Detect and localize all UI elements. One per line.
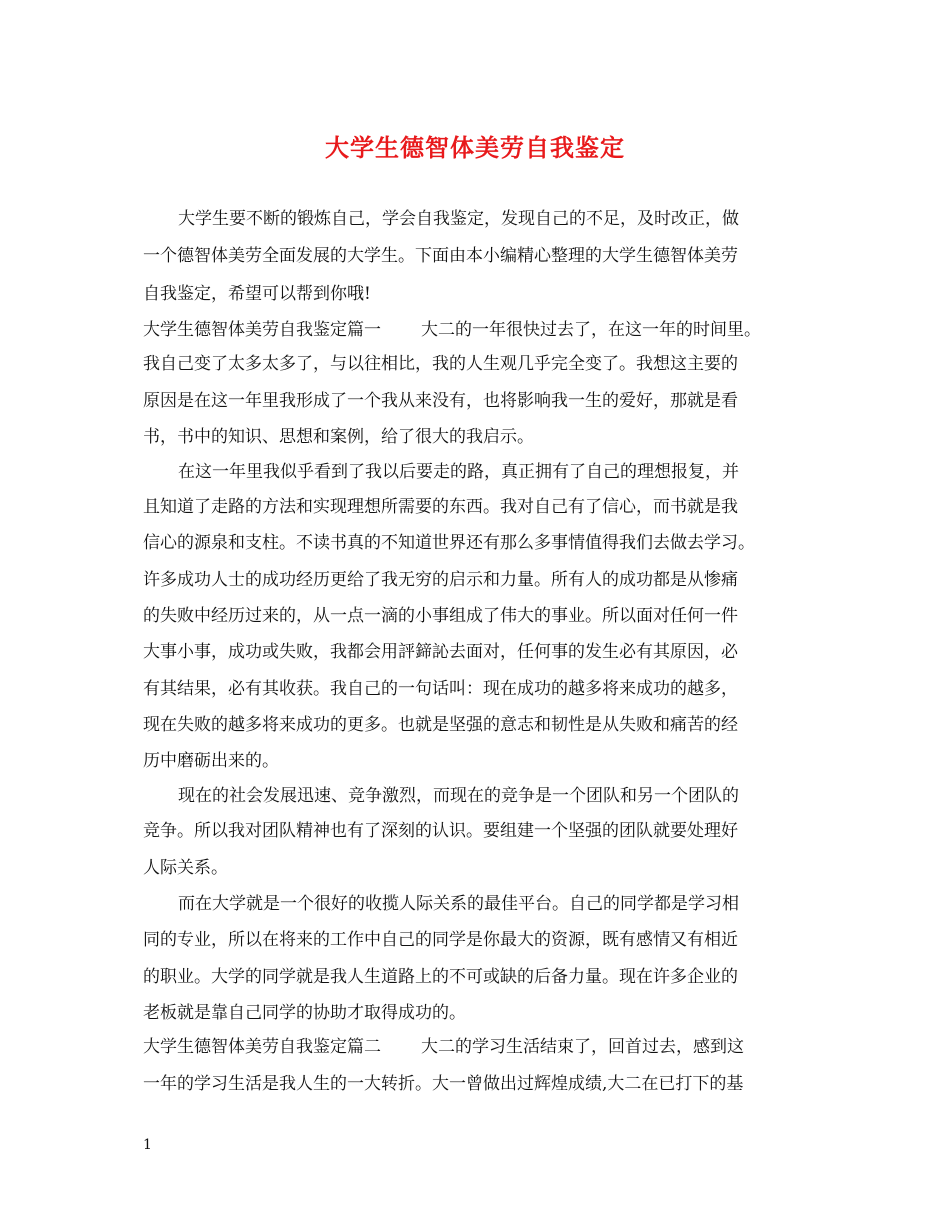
paragraph-text: 大二的学习生活结束了，回首过去，感到这: [421, 1037, 744, 1057]
paragraph-text: 大二的一年很快过去了，在这一年的时间里。: [421, 320, 761, 340]
paragraph-line: 而在大学就是一个很好的收揽人际关系的最佳平台。自己的同学都是学习相: [178, 894, 739, 914]
page-number: 1: [143, 1137, 152, 1153]
paragraph-line: 自我鉴定，希望可以帮到你哦!: [143, 284, 371, 304]
paragraph-line: 现在失败的越多将来成功的更多。也就是坚强的意志和韧性是从失败和痛苦的经: [143, 715, 738, 735]
paragraph-line: 许多成功人士的成功经历更给了我无穷的启示和力量。所有人的成功都是从惨痛: [143, 570, 738, 590]
paragraph-line: 在这一年里我似乎看到了我以后要走的路，真正拥有了自己的理想报复，并: [178, 462, 739, 482]
paragraph-line: 一年的学习生活是我人生的一大转折。大一曾做出过辉煌成绩,大二在已打下的基: [143, 1074, 744, 1094]
paragraph-line: 的职业。大学的同学就是我人生道路上的不可或缺的后备力量。现在许多企业的: [143, 967, 738, 987]
paragraph-line: 历中磨砺出来的。: [143, 751, 279, 771]
paragraph-line: 大事小事，成功或失败，我都会用評鍗訫去面对，任何事的发生必有其原因，必: [143, 642, 738, 662]
section-heading: 大学生德智体美劳自我鉴定篇二: [143, 1037, 381, 1057]
paragraph-line: 同的专业，所以在将来的工作中自己的同学是你最大的资源，既有感情又有相近: [143, 930, 738, 950]
paragraph-line: 原因是在这一年里我形成了一个我从来没有，也将影响我一生的爱好，那就是看: [143, 391, 738, 411]
section-heading-line: [143, 1035, 823, 1059]
paragraph-line: 老板就是靠自己同学的协助才取得成功的。: [143, 1003, 466, 1023]
paragraph-line: 我自己变了太多太多了，与以往相比，我的人生观几乎完全变了。我想这主要的: [143, 354, 738, 374]
paragraph-line: 大学生要不断的锻炼自己，学会自我鉴定，发现自己的不足，及时改正，做: [178, 209, 739, 229]
paragraph-line: 人际关系。: [143, 858, 228, 878]
paragraph-line: 书，书中的知识、思想和案例，给了很大的我启示。: [143, 427, 534, 447]
paragraph-line: 的失败中经历过来的，从一点一滴的小事组成了伟大的事业。所以面对任何一件: [143, 606, 738, 626]
paragraph-line: 一个德智体美劳全面发展的大学生。下面由本小编精心整理的大学生德智体美劳: [143, 246, 738, 266]
paragraph-line: 现在的社会发展迅速、竞争激烈，而现在的竞争是一个团队和另一个团队的: [178, 786, 739, 806]
paragraph-line: 有其结果，必有其收获。我自己的一句话叫：现在成功的越多将来成功的越多，: [143, 679, 738, 699]
section-heading-line: [143, 318, 823, 342]
paragraph-line: 信心的源泉和支柱。不读书真的不知道世界还有那么多事情值得我们去做去学习。: [143, 533, 755, 553]
document-title: 大学生德智体美劳自我鉴定: [325, 133, 625, 162]
section-heading: 大学生德智体美劳自我鉴定篇一: [143, 320, 381, 340]
paragraph-line: 且知道了走路的方法和实现理想所需要的东西。我对自己有了信心，而书就是我: [143, 497, 738, 517]
paragraph-line: 竞争。所以我对团队精神也有了深刻的认识。要组建一个坚强的团队就要处理好: [143, 821, 738, 841]
